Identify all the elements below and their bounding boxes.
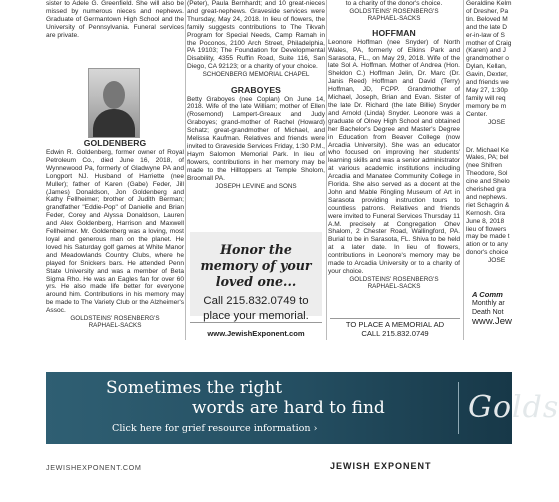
obituary-text: Edwin R. Goldenberg, former owner of Royal Petroleum Co., died June 16, 2018, of Wynnewood Pa, formerly of Gladwyne PA and Longport NJ. Husband of Harriette (nee Muller); father of Karen (Gabe) Feder, Jill (James) Donaldson, Jon Goldenberg and Kathy Fellheimer; brother of Judith Berman; grandfather "Eddie-Pop" of Danielle and Brian Feder, Corey and Alyssa Donaldson, Lauren and Alex Goldenberg, Harrison and Maxwell Fellheimer. Mr. Goldenberg was a loving, most loyal and generous man on the planet. He loved his Saturday golf games at White Manor and Meadowlands Country Clubs, where he played for Snickers bars. He attended Penn State University and was a member of Beta Sigma Rho. He was an Eagles fan for over 60 yrs. He also made life better for everyone around him. Contributions in his memory may be made to The Variety Club or the Alzheimer's Assoc. — [46, 149, 184, 315]
obituary-text: Betty Graboyes (nee Coplan) On June 14, 2018. Wife of the late William; mother of Ellen (Rosemond) Lampert-Greaux and Judy Graboyes; grand-mother of Rachel (Howard) Schatz; great-grandmother of Michael, and Melissa Kaufman. Relatives and friends were invited to Graveside Services Friday, 1:30 P.M., Haym Salomon Memorial Park. In lieu of flowers, contributions in her memory may be made to the Hilltoppers at Temple Sholom, Broomall PA. — [187, 95, 325, 182]
ad-heading: A Comm — [472, 290, 503, 299]
obituary-text-line: Theodore, Sol — [466, 170, 508, 178]
obituary-text: Leonore Hoffman (nee Snyder) of North Wales, PA, formerly of Elkins Park and Sarasota, FL., on May 29, 2018. Wife of the late Sol A. Hoffman. Mother of Andrea (Hon. Sheldon C.) Hoffman Jelin, Dr. Marc (Dr. Janis Reed) Hoffman and David (Terry) Hoffman, JD, FCPP. Grandmother of Michael, Joseph, Brian and Evan. Sister of the late Dr. Richard (the late Billie) Snyder and Arnold (Linda) Snyder. Leonore was a graduate of Olney High School and obtained her Bachelor's Degree and Master's Degree in Education from Beaver College (now Arcadia University). She was an educator who focused on improving her students' learning skills and was a senior administrator at various academic institutions including Arcadia and Manatee Community College in Florida. She also served as a docent at the John and Mable Ringling Museum of Art in Sarasota providing instruction tours to countless patrons. Relatives and friends were invited to Funeral Services Thursday 11 A.M. precisely at Congregation Ohev Shalom, 2 Chester Road, Wallingford, PA. Burial to be in Sarasota, FL. Shiva to be held at a later date. In lieu of flowers, contributions in Leonore's memory may be made to Arcadia University or to a charity of your choice. — [328, 38, 460, 275]
obituary-text-line: Kernosh. Gra — [466, 209, 506, 217]
obituary-text-line: June 8, 2018 — [466, 217, 505, 225]
ad-text: Death Not — [472, 309, 504, 316]
obituary-text: to a charity of the donor's choice. — [345, 0, 443, 7]
obituary-text-line: riet Schagrin & — [466, 201, 510, 209]
ad-text: Monthly ar — [472, 300, 505, 307]
obituary-text-line: cherished gra — [466, 186, 506, 194]
obituary-text-line: grandmother o — [466, 55, 509, 63]
funeral-home-name: GOLDSTEINS' ROSENBERG'S — [349, 275, 439, 283]
death-notice-ad — [472, 290, 512, 326]
obituary-heading: GOLDENBERG — [83, 138, 147, 148]
divider — [330, 318, 460, 319]
obituary-text-line: lieu of flowers — [466, 225, 507, 233]
column-rule — [326, 0, 327, 340]
place-memorial-ad — [330, 321, 460, 338]
grief-resource-banner[interactable] — [46, 372, 559, 444]
banner-divider — [458, 382, 459, 434]
sponsor-logo: Golds — [468, 390, 559, 425]
obituary-text-line: ation or to any — [466, 241, 508, 249]
obituary-goldenberg — [46, 138, 184, 330]
publication-name: JEWISH EXPONENT — [330, 461, 432, 471]
obituary-text-line: and nephews. — [466, 193, 508, 201]
obituary-text-line: cine and Shelo — [466, 178, 510, 186]
obituary-text-line: May 27, 1:30p — [466, 86, 508, 94]
obituary-text-line: Center. — [466, 110, 488, 118]
obituary-text-line: mother of Craig — [466, 39, 512, 47]
funeral-home-name: RAPHAEL-SACKS — [88, 322, 142, 330]
obituary-text-line: and the late D — [466, 23, 508, 31]
obituary-text-line: and friends we — [466, 79, 509, 87]
funeral-home-name: GOLDSTEINS' ROSENBERG'S — [349, 7, 439, 15]
obituary-heading: GRABOYES — [231, 84, 281, 95]
banner-link-text: Click here for grief resource information — [112, 423, 311, 434]
arrow-right-icon: › — [313, 423, 318, 434]
divider — [190, 322, 322, 323]
obituary-text-line: donor's choice — [466, 249, 509, 257]
obituary-text-line: (nee Shifren — [466, 162, 502, 170]
obituary-text-line: family will req — [466, 94, 506, 102]
obituary-text-line: er-in-law of S — [466, 31, 505, 39]
ad-url[interactable]: www.Jew — [472, 316, 512, 327]
obituary-text-line: of Dresher, Pa — [466, 7, 509, 15]
funeral-home-name: JOSEPH LEVINE and SONS — [215, 182, 297, 190]
obituary-text-line: (Karen) and J — [466, 47, 506, 55]
obituary-column-2 — [187, 0, 325, 190]
column-rule — [463, 0, 464, 340]
memorial-ad-box — [190, 232, 322, 322]
website-link[interactable]: www.JewishExponent.com — [207, 329, 305, 338]
place-ad-line: TO PLACE A MEMORIAL AD — [345, 320, 445, 329]
obituary-heading: HOFFMAN — [372, 27, 416, 38]
banner-line-2: words are hard to find — [192, 398, 385, 418]
column-rule — [185, 0, 186, 340]
obituary-text-line: Dylan, Kellan, — [466, 63, 507, 71]
funeral-home-name: SCHOENBERG MEMORIAL CHAPEL — [202, 71, 310, 79]
funeral-home-name: RAPHAEL-SACKS — [367, 283, 421, 291]
funeral-home-name: JOSE — [488, 257, 506, 265]
banner-line-1: Sometimes the right — [106, 378, 283, 398]
obituary-text-line: may be made t — [466, 233, 510, 241]
place-ad-phone: CALL 215.832.0749 — [361, 328, 429, 338]
obituary-column-1 — [46, 0, 184, 40]
memorial-ad-call: Call 215.832.0749 to place your memorial. — [203, 295, 309, 322]
obituary-text-line: Gavin, Dexter, — [466, 71, 508, 79]
obituary-text-line: memory be m — [466, 102, 507, 110]
obituary-text-line: Geraldine Kelm — [466, 0, 512, 7]
funeral-home-name: RAPHAEL-SACKS — [367, 15, 421, 23]
portrait-shoulders — [93, 109, 135, 137]
obituary-text: sister to Adele G. Greenfield. She will also be missed by numerous nieces and nephews. Graduate of Germantown High School and the University of Pennsylvania. Funeral services are private. — [46, 0, 184, 39]
portrait-head — [103, 81, 125, 109]
obituary-text-line: Dr. Michael Ke — [466, 146, 509, 154]
memorial-ad-title: Honor the memory of your loved one... — [200, 242, 312, 289]
funeral-home-name: GOLDSTEINS' ROSENBERG'S — [70, 315, 160, 323]
obituary-column-3 — [328, 0, 460, 291]
site-url[interactable]: JEWISHEXPONENT.COM — [46, 463, 142, 472]
obituary-column-4 — [466, 0, 512, 265]
obituary-text: (Peter), Paula Bernhardt; and 10 great-nieces and great-nephews. Graveside services were Thursday, May 24, 2018. In lieu of flowers, the family suggests contributions to The Tikvah Program for Special Needs, Camp Ramah in the Poconos, 2100 Arch Street, Philadelphia, PA 19103; The Foundation for Developmental Disability, 4355 Ruffin Road, Suite 116, San Diego, CA 92123; or a charity of your choice. — [187, 0, 325, 71]
banner-link[interactable] — [112, 423, 318, 434]
funeral-home-name: JOSE — [488, 118, 506, 126]
obituary-text-line: Wales, PA; bel — [466, 154, 509, 162]
obituary-text-line: tin. Beloved M — [466, 15, 508, 23]
portrait-photo — [88, 68, 140, 138]
